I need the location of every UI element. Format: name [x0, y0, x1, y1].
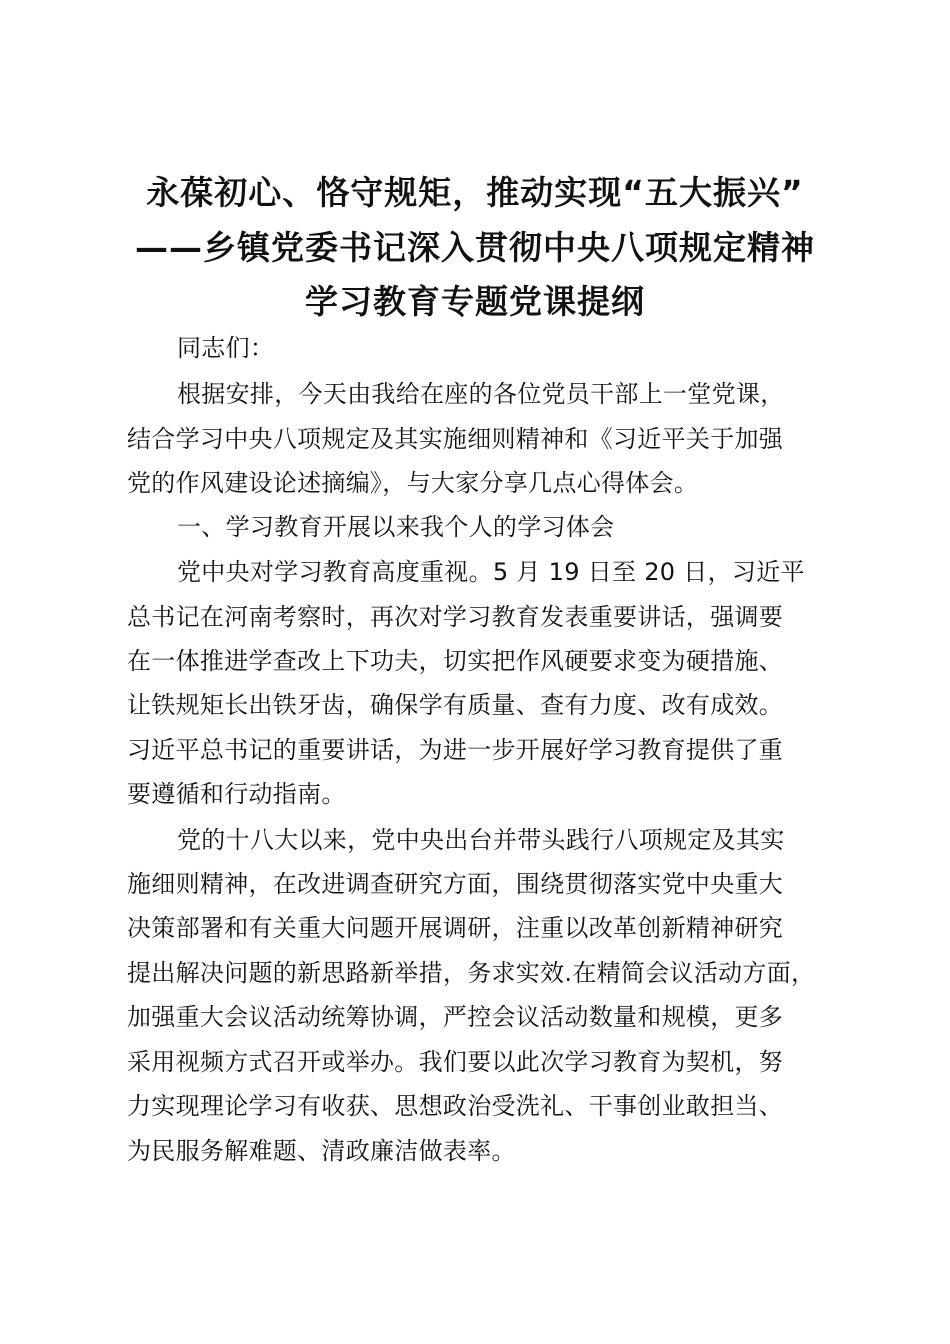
- body-line: 提出解决问题的新思路新举措，务求实效.在精简会议活动方面，: [127, 959, 816, 987]
- title-line-3: 学习教育专题党课提纲: [305, 282, 645, 321]
- body-line: 党中央对学习教育高度重视。5 月 19 日至 20 日，习近平: [177, 558, 805, 586]
- body-line: 习近平总书记的重要讲话，为进一步开展好学习教育提供了重: [127, 736, 784, 764]
- body-line: 决策部署和有关重大问题开展调研，注重以改革创新精神研究: [127, 914, 784, 942]
- body-line: 力实现理论学习有收获、思想政治受洗礼、干事创业敢担当、: [127, 1092, 784, 1120]
- body-line: 党的十八大以来，党中央出台并带头践行八项规定及其实: [177, 826, 785, 854]
- title-line-1: 永葆初心、恪守规矩，推动实现“五大振兴”: [146, 173, 804, 212]
- body-line: 施细则精神，在改进调查研究方面，围绕贯彻落实党中央重大: [127, 870, 784, 898]
- body-line: 党的作风建设论述摘编》，与大家分享几点心得体会。: [127, 469, 699, 497]
- body-line: 总书记在河南考察时，再次对学习教育发表重要讲话，强调要: [127, 603, 784, 631]
- body-line: 在一体推进学查改上下功夫，切实把作风硬要求变为硬措施、: [127, 647, 784, 675]
- body-line: 采用视频方式召开或举办。我们要以此次学习教育为契机，努: [127, 1048, 784, 1076]
- salutation: 同志们：: [177, 334, 275, 362]
- title-line-2: ——乡镇党委书记深入贯彻中央八项规定精神: [135, 228, 815, 267]
- body-line: 结合学习中央八项规定及其实施细则精神和《习近平关于加强: [127, 425, 784, 453]
- body-line: 要遵循和行动指南。: [127, 780, 346, 808]
- body-line: 加强重大会议活动统筹协调，严控会议活动数量和规模，更多: [127, 1003, 784, 1031]
- body-line: 让铁规矩长出铁牙齿，确保学有质量、查有力度、改有成效。: [127, 691, 784, 719]
- body-line: 为民服务解难题、清政廉洁做表率。: [127, 1137, 516, 1165]
- body-line: 根据安排，今天由我给在座的各位党员干部上一堂党课，: [177, 380, 785, 408]
- section-heading: 一、学习教育开展以来我个人的学习体会: [177, 513, 615, 541]
